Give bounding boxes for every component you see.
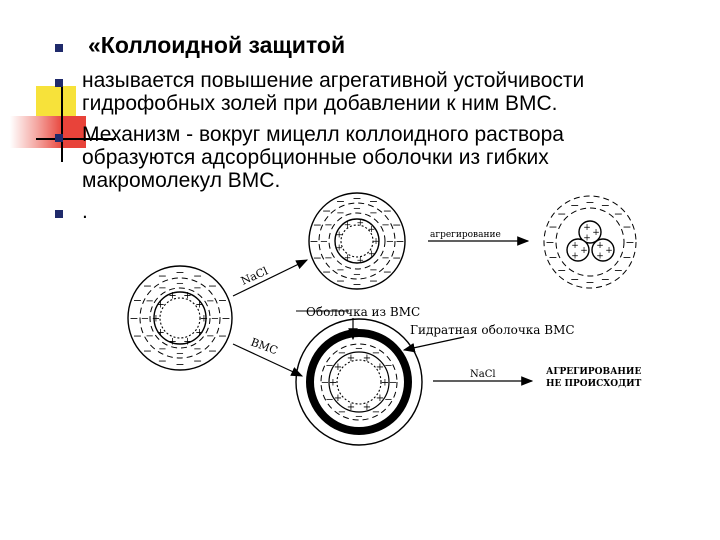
plus-charge-icon: +: [156, 327, 165, 339]
minus-charge-icon: −: [600, 198, 610, 212]
minus-charge-icon: −: [335, 274, 346, 288]
plus-charge-icon: +: [333, 392, 343, 404]
minus-charge-icon: −: [352, 269, 362, 281]
minus-charge-icon: −: [336, 207, 345, 219]
plus-charge-icon: +: [367, 249, 376, 260]
minus-charge-icon: −: [206, 296, 215, 307]
text-line-4: образуются адсорбционные оболочки из гибких: [82, 146, 549, 169]
plus-charge-icon: +: [380, 377, 390, 389]
minus-charge-icon: −: [175, 278, 185, 290]
minus-charge-icon: −: [545, 235, 555, 249]
plus-charge-icon: +: [375, 362, 385, 374]
plus-charge-icon: +: [362, 402, 372, 414]
minus-charge-icon: −: [193, 343, 202, 355]
plus-charge-icon: +: [571, 241, 579, 251]
minus-charge-icon: −: [192, 354, 203, 368]
minus-charge-icon: −: [548, 220, 558, 234]
plus-charge-icon: +: [571, 251, 579, 262]
minus-charge-icon: −: [193, 283, 202, 295]
minus-charge-icon: −: [320, 377, 330, 389]
plus-charge-icon: +: [580, 246, 588, 257]
plus-charge-icon: +: [596, 241, 604, 251]
minus-charge-icon: −: [175, 348, 185, 360]
minus-charge-icon: −: [145, 331, 154, 342]
minus-charge-icon: −: [210, 313, 220, 325]
plus-charge-icon: +: [335, 230, 343, 241]
plus-charge-icon: +: [168, 336, 177, 348]
minus-charge-icon: −: [557, 207, 567, 221]
minus-charge-icon: −: [175, 265, 185, 279]
plus-charge-icon: +: [195, 327, 204, 339]
minus-charge-icon: −: [129, 311, 139, 325]
label-no-aggregation-1: АГРЕГИРОВАНИЕ: [546, 367, 642, 377]
plus-charge-icon: +: [195, 299, 204, 311]
plus-charge-icon: +: [356, 255, 365, 266]
minus-charge-icon: −: [622, 251, 632, 265]
slide-title: «Коллоидной защитой: [88, 32, 346, 58]
minus-charge-icon: −: [157, 354, 168, 368]
plus-charge-icon: +: [183, 336, 192, 348]
plus-charge-icon: +: [183, 290, 192, 302]
minus-charge-icon: −: [312, 251, 322, 265]
label-bmc: ВМС: [248, 335, 280, 358]
minus-charge-icon: −: [325, 360, 334, 372]
arrow-hydrate-shell: [404, 337, 464, 350]
plus-charge-icon: +: [596, 251, 604, 262]
plus-charge-icon: +: [583, 223, 591, 233]
plus-charge-icon: +: [583, 233, 591, 244]
minus-charge-icon: −: [371, 348, 381, 360]
minus-charge-icon: −: [600, 272, 610, 286]
plus-charge-icon: +: [375, 392, 385, 404]
plus-charge-icon: +: [199, 313, 209, 325]
minus-charge-icon: −: [324, 253, 333, 264]
minus-charge-icon: −: [158, 343, 167, 355]
minus-charge-icon: −: [337, 406, 347, 418]
plus-charge-icon: +: [156, 299, 165, 311]
minus-charge-icon: −: [548, 251, 558, 265]
text-line-6: .: [82, 200, 88, 223]
plus-charge-icon: +: [346, 352, 356, 364]
minus-charge-icon: −: [625, 235, 635, 249]
plus-charge-icon: +: [592, 228, 600, 239]
minus-charge-icon: −: [217, 329, 228, 343]
minus-charge-icon: −: [369, 207, 378, 219]
minus-charge-icon: −: [381, 220, 390, 231]
minus-charge-icon: −: [335, 195, 346, 209]
minus-charge-icon: −: [175, 357, 185, 371]
minus-charge-icon: −: [354, 411, 364, 423]
minus-charge-icon: −: [337, 348, 347, 360]
label-shell-bmc: Оболочка из ВМС: [306, 305, 421, 319]
minus-charge-icon: −: [217, 294, 228, 308]
minus-charge-icon: −: [384, 360, 393, 372]
minus-charge-icon: −: [368, 195, 379, 209]
minus-charge-icon: −: [570, 272, 580, 286]
minus-charge-icon: −: [192, 269, 203, 283]
plus-charge-icon: +: [367, 224, 376, 235]
plus-charge-icon: +: [372, 237, 380, 248]
minus-charge-icon: −: [142, 344, 153, 358]
minus-charge-icon: −: [570, 198, 580, 212]
minus-charge-icon: −: [221, 311, 231, 325]
plus-charge-icon: +: [168, 290, 177, 302]
minus-charge-icon: −: [309, 234, 319, 248]
minus-charge-icon: −: [319, 236, 329, 248]
minus-charge-icon: −: [336, 265, 345, 277]
minus-charge-icon: −: [352, 277, 362, 291]
minus-charge-icon: −: [142, 279, 153, 293]
label-nacl-1: NaCl: [238, 264, 270, 288]
minus-charge-icon: −: [324, 220, 333, 231]
minus-charge-icon: −: [207, 344, 218, 358]
minus-charge-icon: −: [371, 406, 381, 418]
minus-charge-icon: −: [132, 329, 143, 343]
minus-charge-icon: −: [392, 251, 402, 265]
plus-charge-icon: +: [605, 246, 613, 257]
plus-charge-icon: +: [151, 313, 161, 325]
minus-charge-icon: −: [395, 234, 405, 248]
minus-charge-icon: −: [392, 218, 402, 232]
minus-charge-icon: −: [384, 394, 393, 406]
minus-charge-icon: −: [585, 195, 595, 209]
minus-charge-icon: −: [132, 294, 143, 308]
plus-charge-icon: +: [328, 377, 338, 389]
minus-charge-icon: −: [145, 296, 154, 307]
text-line-1: называется повышение агрегативной устойчивости: [82, 69, 585, 92]
plus-charge-icon: +: [343, 253, 352, 264]
minus-charge-icon: −: [207, 279, 218, 293]
minus-charge-icon: −: [622, 220, 632, 234]
plus-charge-icon: +: [333, 362, 343, 374]
text-line-2: гидрофобных золей при добавлении к ним ВМС.: [82, 92, 558, 115]
minus-charge-icon: −: [140, 313, 150, 325]
text-line-3: Механизм - вокруг мицелл коллоидного раствора: [82, 123, 564, 146]
minus-charge-icon: −: [382, 204, 393, 218]
minus-charge-icon: −: [585, 275, 595, 289]
text-line-5: макромолекул ВМС.: [82, 169, 281, 192]
minus-charge-icon: −: [352, 191, 362, 205]
minus-charge-icon: −: [352, 203, 362, 215]
minus-charge-icon: −: [368, 274, 379, 288]
minus-charge-icon: −: [557, 264, 567, 278]
minus-charge-icon: −: [321, 265, 332, 279]
minus-charge-icon: −: [158, 283, 167, 295]
plus-charge-icon: +: [362, 352, 372, 364]
minus-charge-icon: −: [312, 218, 322, 232]
label-aggregation: агрегирование: [430, 230, 501, 240]
minus-charge-icon: −: [325, 394, 334, 406]
plus-charge-icon: +: [356, 218, 365, 229]
minus-charge-icon: −: [206, 331, 215, 342]
minus-charge-icon: −: [385, 236, 395, 248]
label-no-aggregation-2: НЕ ПРОИСХОДИТ: [546, 379, 642, 389]
label-nacl-2: NaCl: [470, 369, 496, 380]
minus-charge-icon: −: [321, 204, 332, 218]
minus-charge-icon: −: [381, 253, 390, 264]
minus-charge-icon: −: [382, 265, 393, 279]
minus-charge-icon: −: [613, 207, 623, 221]
minus-charge-icon: −: [157, 269, 168, 283]
minus-charge-icon: −: [369, 265, 378, 277]
minus-charge-icon: −: [388, 377, 398, 389]
plus-charge-icon: +: [346, 402, 356, 414]
plus-charge-icon: +: [335, 243, 343, 254]
plus-charge-icon: +: [343, 220, 352, 231]
micelle-protected: [296, 319, 422, 445]
minus-charge-icon: −: [354, 343, 364, 355]
minus-charge-icon: −: [613, 264, 623, 278]
label-hydrate-shell: Гидратная оболочка ВМС: [410, 323, 575, 337]
